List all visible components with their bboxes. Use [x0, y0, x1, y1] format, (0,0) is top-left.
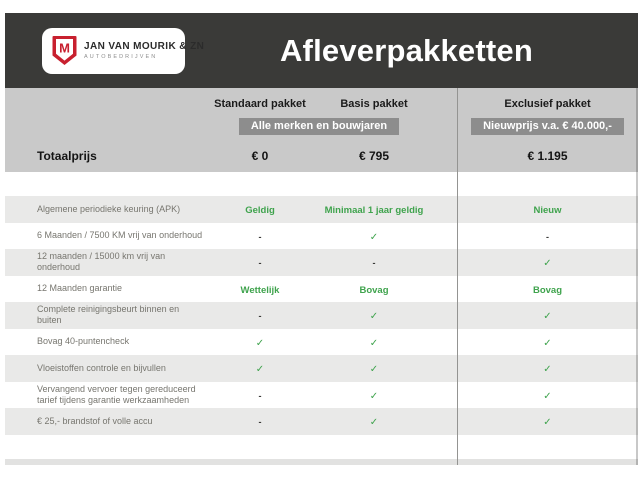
- feature-value: [457, 253, 638, 271]
- table-row: [5, 355, 638, 382]
- feature-value: [205, 306, 315, 324]
- check-icon: ✓: [369, 337, 379, 349]
- check-icon: ✓: [543, 364, 552, 376]
- totals-label: Totaalprijs: [37, 149, 97, 163]
- feature-value: [457, 333, 638, 351]
- column-exclusief: Exclusief pakket: [504, 98, 591, 110]
- feature-value: [315, 333, 433, 351]
- all-brands-badge: Alle merken en bouwjaren: [239, 118, 399, 135]
- feature-value: [205, 386, 315, 404]
- feature-value: [457, 306, 638, 324]
- value-text: Nieuw: [533, 205, 562, 217]
- table-row: [5, 329, 638, 356]
- check-icon: ✓: [543, 390, 552, 402]
- value-text: Wettelijk: [240, 284, 280, 296]
- feature-label: Complete reinigingsbeurt binnen en buiten: [37, 304, 180, 326]
- value-text: Geldig: [245, 205, 275, 217]
- table-row: [5, 408, 638, 435]
- feature-label: Vervangend vervoer tegen gereduceerd tarief tijdens garantie werkzaamheden: [37, 383, 196, 405]
- feature-value: [457, 359, 638, 377]
- check-icon: ✓: [543, 258, 552, 270]
- check-icon: ✓: [369, 364, 379, 376]
- table-row: [5, 223, 638, 250]
- check-icon: ✓: [255, 337, 265, 349]
- brand-subtitle: AUTOBEDRIJVEN: [84, 54, 158, 60]
- check-icon: ✓: [543, 311, 552, 323]
- check-icon: ✓: [255, 364, 265, 376]
- feature-value: [457, 280, 638, 298]
- feature-value: [315, 359, 433, 377]
- column-basis: Basis pakket: [340, 98, 408, 110]
- check-icon: ✓: [369, 311, 379, 323]
- value-text: Bovag: [532, 284, 563, 296]
- spacer-row: [5, 172, 638, 196]
- total-standaard: € 0: [251, 149, 269, 163]
- afleverpakketten-panel: [5, 13, 638, 465]
- table-row: [5, 302, 638, 329]
- feature-value: [315, 412, 433, 430]
- badges-row: [5, 116, 638, 135]
- check-icon: ✓: [543, 417, 552, 429]
- feature-table: [5, 196, 638, 435]
- feature-value: [205, 359, 315, 377]
- total-basis: € 795: [358, 149, 390, 163]
- empty-row: [5, 435, 638, 459]
- feature-value: [205, 280, 315, 298]
- feature-label: Vloeistoffen controle en bijvullen: [37, 362, 166, 373]
- svg-text:M: M: [59, 40, 70, 56]
- feature-value: [315, 253, 433, 271]
- feature-value: [315, 306, 433, 324]
- column-headers: [5, 88, 638, 110]
- feature-value: [205, 200, 315, 218]
- feature-value: [205, 253, 315, 271]
- dash-icon: -: [258, 258, 262, 269]
- check-icon: ✓: [369, 417, 379, 429]
- feature-value: [205, 412, 315, 430]
- feature-label: € 25,- brandstof of volle accu: [37, 415, 153, 426]
- logo-shield-icon: [52, 35, 77, 66]
- feature-label: Bovag 40-puntencheck: [37, 336, 130, 347]
- feature-label: 12 maanden / 15000 km vrij van onderhoud: [37, 251, 166, 273]
- dash-icon: -: [258, 417, 262, 428]
- feature-value: [205, 227, 315, 245]
- feature-label: 12 Maanden garantie: [37, 283, 123, 294]
- header: [5, 13, 638, 88]
- table-row: [5, 196, 638, 223]
- check-icon: ✓: [369, 390, 379, 402]
- column-standaard: Standaard pakket: [214, 98, 306, 110]
- feature-value: [315, 227, 433, 245]
- feature-label: 6 Maanden / 7500 KM vrij van onderhoud: [37, 230, 203, 241]
- value-text: Bovag: [359, 284, 389, 296]
- new-price-badge: Nieuwprijs v.a. € 40.000,-: [471, 118, 624, 135]
- dash-icon: -: [258, 390, 262, 401]
- package-header-band: [5, 88, 638, 172]
- table-row: [5, 249, 638, 276]
- feature-value: [457, 200, 638, 218]
- bottom-strip: [5, 459, 638, 465]
- feature-value: [205, 333, 315, 351]
- feature-value: [315, 386, 433, 404]
- dash-icon: -: [546, 231, 549, 242]
- table-row: [5, 276, 638, 303]
- totals-row: [5, 144, 638, 168]
- dealer-logo: [42, 28, 205, 74]
- feature-value: [457, 227, 638, 245]
- feature-value: [457, 412, 638, 430]
- page-title: Afleverpakketten: [279, 32, 534, 68]
- right-edge-shadow: [636, 13, 638, 465]
- feature-value: [457, 386, 638, 404]
- feature-value: [315, 280, 433, 298]
- feature-value: [315, 200, 433, 218]
- brand-name: JAN VAN MOURIK & ZN: [84, 41, 205, 52]
- dash-icon: -: [372, 258, 376, 269]
- value-text: Minimaal 1 jaar geldig: [324, 205, 424, 217]
- total-exclusief: € 1.195: [527, 149, 568, 163]
- exclusief-column-divider: [457, 88, 458, 465]
- check-icon: ✓: [369, 231, 379, 243]
- dash-icon: -: [258, 311, 262, 322]
- table-row: [5, 382, 638, 409]
- check-icon: ✓: [543, 337, 552, 349]
- dash-icon: -: [258, 231, 262, 242]
- feature-label: Algemene periodieke keuring (APK): [37, 203, 181, 214]
